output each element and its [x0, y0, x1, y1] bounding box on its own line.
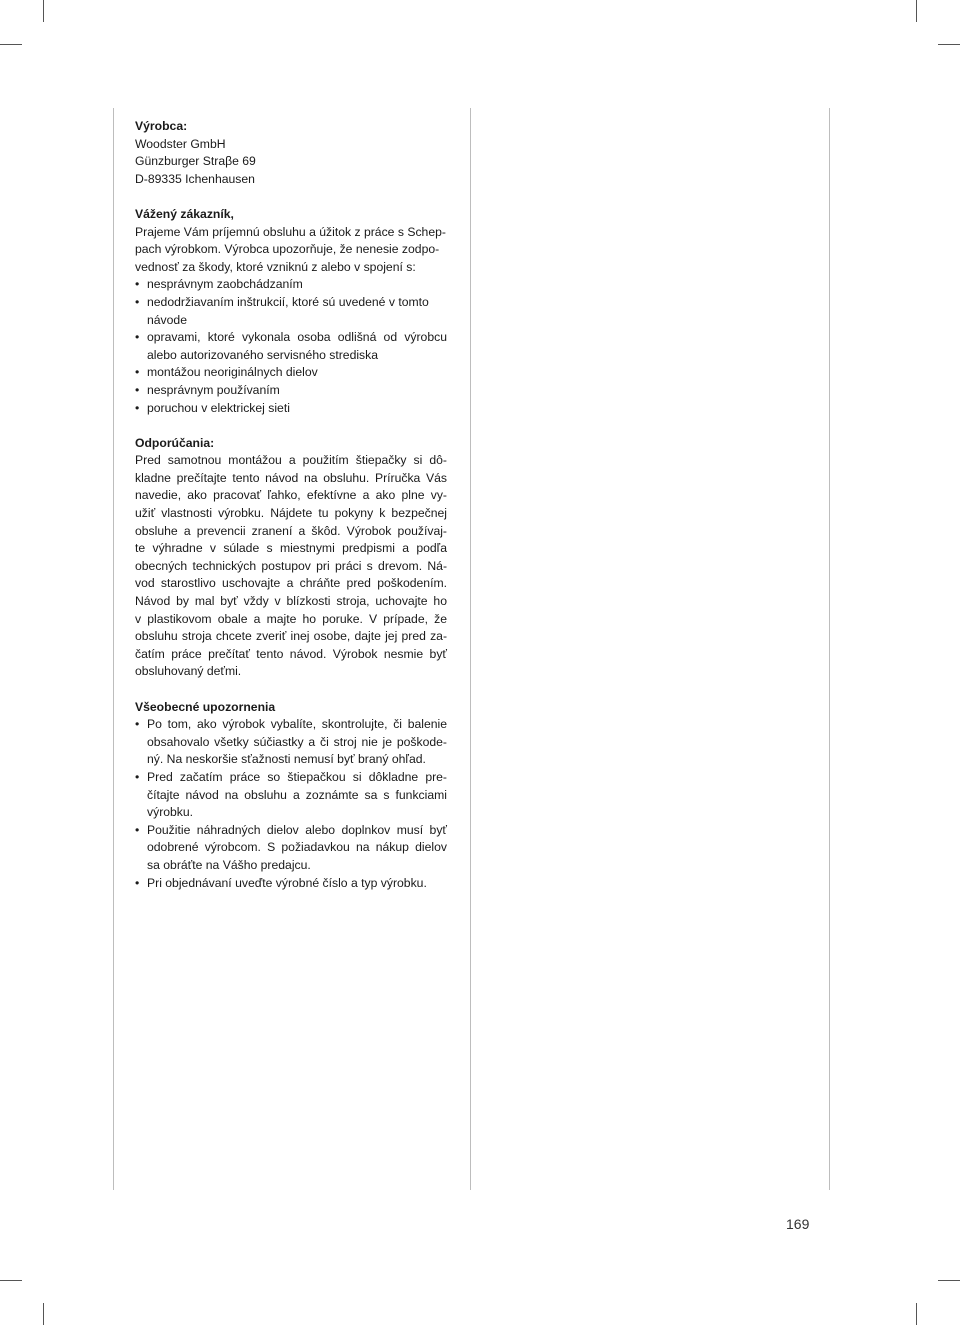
customer-heading: Vážený zákazník,: [135, 206, 234, 221]
bullet: •: [135, 294, 140, 309]
bullet: •: [135, 365, 140, 380]
list-item: [135, 364, 447, 382]
bullet: •: [135, 382, 140, 397]
list-item-text: odobrené výrobcom. S požiadavkou na nákup dielov: [147, 840, 447, 855]
paragraph-line: te výhradne v súlade s miestnymi predpismi a podľa: [135, 541, 447, 556]
crop-mark: [938, 1280, 960, 1281]
list-item-text: alebo autorizovaného servisného strediska: [147, 347, 379, 362]
bullet: •: [135, 717, 140, 732]
customer-intro-line: Prajeme Vám príjemnú obsluhu a úžitok z práce s Schep-: [135, 224, 446, 239]
recommendations-section: [135, 435, 447, 681]
paragraph-line: užiť vlastnosti výrobku. Nájdete tu pokyny k bezpečnej: [135, 506, 447, 521]
customer-section: [135, 206, 447, 417]
column-rule: [829, 108, 830, 1190]
crop-mark: [916, 0, 917, 22]
list-item-text: Použitie náhradných dielov alebo doplnkov musí byť: [147, 822, 447, 837]
paragraph-line: obsluhe a prevencii zranení a škôd. Výrobok používaj-: [135, 523, 447, 538]
crop-mark: [916, 1303, 917, 1325]
bullet: •: [135, 875, 140, 890]
list-item: [135, 400, 447, 418]
customer-intro-line: vednosť za škody, ktoré vzniknú z alebo v spojení s:: [135, 259, 416, 274]
manufacturer-line: Woodster GmbH: [135, 136, 226, 151]
page-number: 169: [786, 1216, 810, 1232]
manufacturer-line: Günzburger Straβe 69: [135, 154, 256, 169]
list-item-text: nesprávnym zaobchádzaním: [147, 277, 303, 292]
customer-intro-line: pach výrobkom. Výrobca upozorňuje, že nenesie zodpo-: [135, 242, 440, 257]
crop-mark: [0, 1280, 22, 1281]
paragraph-line: Návod by mal byť vždy v blízkosti stroja, uchovajte ho: [135, 594, 447, 609]
list-item: [135, 822, 447, 875]
column-rule: [470, 108, 471, 1190]
paragraph-line: vod starostlivo uschovajte a chráňte pred poškodením.: [135, 576, 447, 591]
crop-mark: [43, 0, 44, 22]
list-item: [135, 329, 447, 364]
paragraph-line: kladne prečítajte tento návod na obsluhu. Príručka Vás: [135, 470, 447, 485]
list-item-text: návode: [147, 312, 187, 327]
general-notes-section: [135, 699, 447, 893]
left-column: [135, 118, 447, 910]
list-item-text: Po tom, ako výrobok vybalíte, skontrolujte, či balenie: [147, 717, 447, 732]
bullet: •: [135, 330, 140, 345]
list-item: [135, 382, 447, 400]
list-item-text: čítajte návod na obsluhu a zoznámte sa s funkciami: [147, 787, 447, 802]
crop-mark: [43, 1303, 44, 1325]
bullet: •: [135, 769, 140, 784]
list-item-text: montážou neoriginálnych dielov: [147, 365, 318, 380]
paragraph-line: obsluhu stroja chcete zveriť inej osobe, dajte jej pred za-: [135, 629, 447, 644]
list-item-text: sa obráťte na Vášho predajcu.: [147, 857, 311, 872]
list-item-text: opravami, ktoré vykonala osoba odlišná od výrobcu: [147, 330, 447, 345]
list-item: [135, 769, 447, 822]
manufacturer-heading: Výrobca:: [135, 119, 188, 133]
general-notes-heading: Všeobecné upozornenia: [135, 699, 276, 714]
list-item-text: Pri objednávaní uveďte výrobné číslo a typ výrobku.: [147, 875, 427, 890]
recommendations-heading: Odporúčania:: [135, 435, 215, 450]
crop-mark: [938, 44, 960, 45]
list-item-text: Pred začatím práce so štiepačkou si dôkladne pre-: [147, 769, 447, 784]
paragraph-line: obecných technických postupov pri práci s drevom. Ná-: [135, 558, 447, 573]
list-item-text: nedodržiavaním inštrukcií, ktoré sú uvedené v tomto: [147, 294, 429, 309]
crop-mark: [0, 44, 22, 45]
list-item: [135, 294, 447, 329]
list-item-text: obsahovalo všetky súčiastky a či stroj nie je poškode-: [147, 734, 447, 749]
list-item: [135, 875, 447, 893]
list-item: [135, 716, 447, 769]
paragraph-line: Pred samotnou montážou a použitím štiepačky si dô-: [135, 453, 447, 468]
manufacturer-line: D-89335 Ichenhausen: [135, 171, 255, 186]
paragraph-line: v plastikovom obale a majte ho poruke. V prípade, že: [135, 611, 447, 626]
paragraph-line: navedie, ako pracovať ľahko, efektívne a ako plne vy-: [135, 488, 447, 503]
paragraph-line: čatím práce prečítať tento návod. Výrobok nesmie byť: [135, 646, 447, 661]
manufacturer-section: [135, 118, 447, 188]
column-rule: [113, 108, 114, 1190]
list-item-text: nesprávnym používaním: [147, 382, 280, 397]
list-item-text: výrobku.: [147, 805, 194, 820]
list-item-text: ný. Na neskoršie sťažnosti nemusí byť braný ohľad.: [147, 752, 426, 767]
bullet: •: [135, 400, 140, 415]
list-item-text: poruchou v elektrickej sieti: [147, 400, 290, 415]
bullet: •: [135, 277, 140, 292]
paragraph-line: obsluhovaný deťmi.: [135, 664, 242, 679]
list-item: [135, 276, 447, 294]
bullet: •: [135, 822, 140, 837]
